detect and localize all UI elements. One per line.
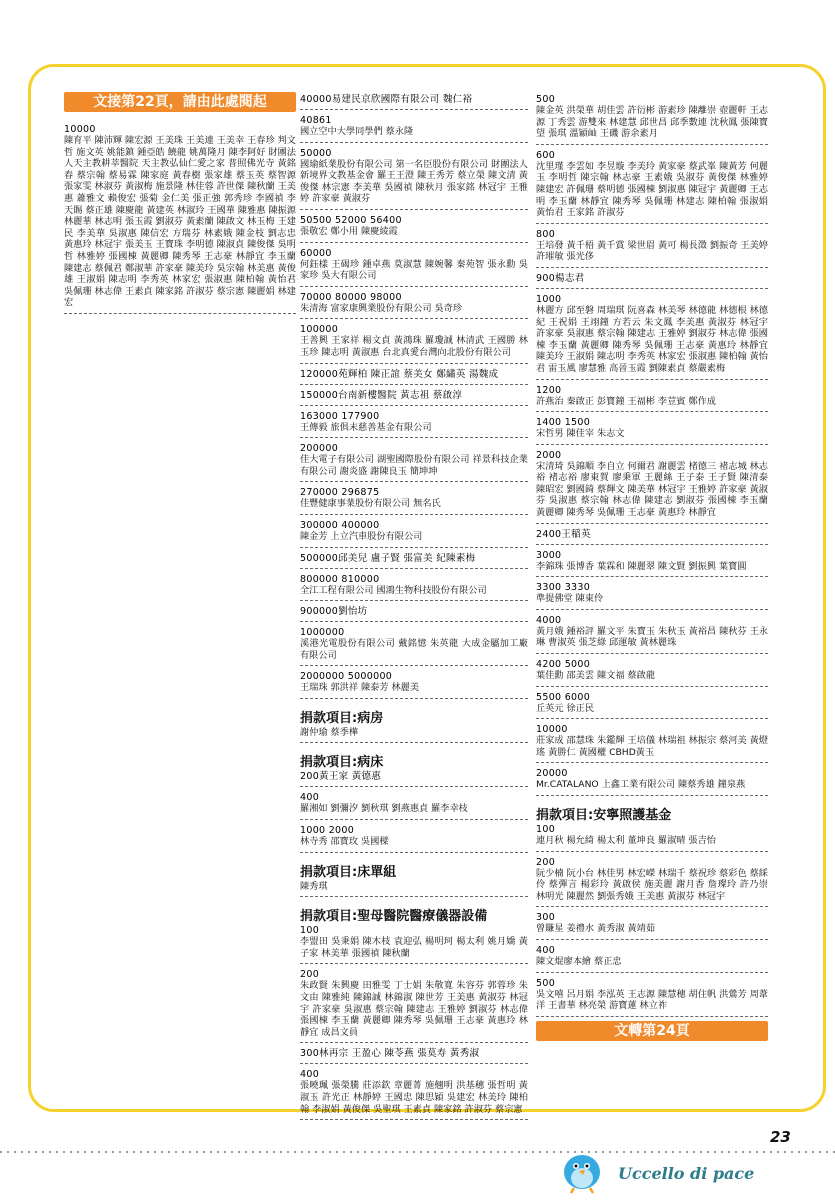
donor-names: 張敬宏 鄭小用 陳慶綾霞 — [300, 225, 398, 237]
donation-amount: 500 — [536, 94, 556, 105]
donation-block — [300, 113, 528, 143]
donor-names: 林寺秀 邵寶玫 吳國樑 — [300, 836, 389, 848]
page-number: 23 — [770, 1128, 791, 1146]
donation-amount: 1000000 — [300, 627, 345, 639]
donor-names: 曾賺星 姜禮水 黃秀淑 黃靖茹 — [536, 923, 656, 935]
donor-names: 王培發 黃千梧 黃千賞 梁世眉 黃可 楊長澂 劉振奇 王美婷 許璀敏 張光侈 — [536, 239, 768, 263]
donation-amount: 2000 — [536, 449, 562, 461]
donation-amount: 163000 177900 — [300, 410, 380, 422]
donation-block — [300, 551, 528, 569]
donation-block — [300, 669, 528, 699]
donation-block — [536, 548, 768, 578]
donation-amount: 400 — [300, 792, 320, 804]
donation-block — [300, 367, 528, 385]
donation-block — [300, 409, 528, 439]
donation-block — [300, 900, 528, 964]
donation-block — [300, 146, 528, 210]
donation-block — [536, 722, 768, 763]
donation-block — [536, 690, 768, 720]
donation-amount: 900楊志君 — [536, 272, 585, 284]
donation-block — [300, 572, 528, 602]
donation-amount: 2400王稲英 — [536, 528, 591, 540]
donation-block — [300, 746, 528, 787]
donor-names: 林麗方 邱至磐 周瑞琪 阮喜森 林美琴 林德龍 林德根 林德紀 王祝娟 王翊鐘 方若云 朱文鳳 李美惠 黃淑芬 林冠宇 許家豪 吳淑惠 蔡宗翰 陳建志 王雅婷 劉淑芬 林志偉 張國棟 李玉蘭 黃麗卿 陳秀琴 吳佩珊 王志豪 黃惠玲 林靜宜 陳美玲 王淑娟 陳志明 李秀英 林家宏 張淑惠 陳柏翰 黃怡君 雷玉風 廖慧雅 高晉玉霞 劉陳素貞 蔡嚴素梅 — [536, 304, 768, 374]
donation-amount: 20000 — [536, 768, 568, 780]
donation-block — [300, 485, 528, 515]
donation-category-heading: 捐款項目:安寧照護基金 — [536, 808, 672, 823]
donation-block — [300, 604, 528, 622]
donation-block — [536, 855, 768, 908]
donor-names: 陳秀琪 — [300, 880, 328, 892]
donor-names: 何鈺樣 王碣珍 鍾卓燕 莫淑慧 陳婉馨 秦苑智 張永勳 吳家珍 吳大有限公司 — [300, 258, 528, 282]
donation-block — [300, 92, 528, 110]
donation-block — [300, 823, 528, 853]
donor-names: 吳文嘻 呂月娟 李泓英 王志源 陳慧穗 胡住帆 洪鶯芳 周葦洋 王書華 林亮榮 游寶蓮 林立祚 — [536, 988, 768, 1012]
donation-amount: 40000易建民京欣國際有限公司 魏仁裕 — [300, 94, 473, 105]
donation-block — [300, 625, 528, 666]
donation-amount: 60000 — [300, 247, 332, 259]
donor-names: 莊家成 邵慧珠 朱鑑輝 王培儀 林瑞祖 林振宗 蔡河美 黃燈瑤 黃勝仁 黃國權 CBHD黃玉 — [536, 735, 768, 758]
continued-from-banner: 文接第22頁，請由此處閱起 — [64, 92, 296, 112]
donation-amount: 10000 — [64, 124, 96, 135]
donor-names: 陳文焜廖本繪 蔡正忠 — [536, 955, 622, 967]
donation-amount: 1400 1500 — [536, 417, 591, 429]
donor-names: 丘英元 徐正民 — [536, 702, 595, 714]
donation-block — [536, 613, 768, 654]
donation-block — [536, 383, 768, 413]
brand-logo-text: Uccello di pace — [618, 1164, 755, 1183]
donation-amount: 3000 — [536, 549, 562, 561]
donation-amount: 900000劉怡坊 — [300, 606, 368, 618]
continued-to-banner: 文轉第24頁 — [536, 1021, 768, 1041]
donation-block — [300, 967, 528, 1043]
donation-block — [536, 943, 768, 973]
donation-amount: 400 — [536, 944, 556, 956]
column-1 — [64, 92, 296, 317]
donation-amount: 100 — [300, 925, 320, 937]
donor-names: 沈里瑾 李雲如 李昱璇 李美玲 黃家豪 蔡武峯 陳黃芳 何麗玉 李明哲 陳宗翰 林志豪 王素娥 吳淑芬 黃俊傑 林雅婷 陳建宏 許佩珊 蔡明德 張國棟 劉淑惠 陳冠宇 黃麗卿 王志明 李玉蘭 林靜宜 陳秀琴 吳佩珊 林建志 陳柏翰 張淑娟 黃怡君 王家銘 許淑芬 — [536, 160, 768, 219]
donor-names: 佳豐健康事業股份有限公司 無名氏 — [300, 498, 441, 510]
donation-amount: 4000 — [536, 614, 562, 626]
donation-amount: 5500 6000 — [536, 691, 591, 703]
donation-block — [300, 388, 528, 406]
donation-amount: 300林再宗 王盈心 陳苓燕 張莫寿 黃秀淑 — [300, 1048, 480, 1060]
dotted-divider — [0, 1151, 835, 1153]
donation-block — [536, 227, 768, 268]
donation-block — [536, 148, 768, 224]
donation-block — [536, 766, 768, 796]
donation-amount: 3300 3330 — [536, 582, 591, 594]
donor-names: 宋清琦 吳錦順 李自立 何爾君 謝麗雲 楮德三 褚志城 林志裕 褚志裕 廖東賀 廖秉軍 王麗絲 王子泰 王子賢 陳清泰 陳昭宏 劉國錡 蔡輝文 陳美華 林冠宇 王雅婷 許家豪 黃淑芬 吳淑惠 蔡宗翰 林志偉 陳建志 劉淑芬 張國棟 李玉蘭 黃麗卿 陳秀琴 吳佩珊 王志豪 黃惠玲 林靜宜 — [536, 460, 768, 519]
donation-amount: 10000 — [536, 724, 568, 736]
donation-amount: 200 — [300, 969, 320, 981]
donation-block — [300, 441, 528, 482]
donation-block — [300, 790, 528, 820]
donation-block — [536, 292, 768, 380]
donation-amount: 200 — [536, 856, 556, 868]
donation-category-heading: 捐款項目:聖母醫院醫療儀器設備 — [300, 909, 488, 925]
donation-amount: 1000 — [536, 293, 562, 305]
donation-amount: 300 — [536, 912, 556, 924]
donor-names: 全江工程有限公司 國鴻生物科技股份有限公司 — [300, 584, 487, 596]
donation-amount: 300000 400000 — [300, 519, 380, 531]
donation-amount: 150000台南新樓醫院 黃志祖 蔡啟淳 — [300, 389, 463, 401]
donation-category-heading: 捐款項目:病房 — [300, 710, 384, 726]
donation-block — [536, 415, 768, 445]
donor-names: 國瑜紙業股份有限公司 第一名臣股份有限公司 財團法人新境界文教基金會 羅王王澄 陳王秀芳 蔡立榮 陳文清 黃俊傑 林宗憲 李美華 吳國禎 陳秋月 張家銘 林冠宇 王雅婷 許家豪 黃淑芬 — [300, 158, 528, 205]
donation-amount: 4200 5000 — [536, 659, 591, 671]
donor-names: 阮少楠 阮小台 林佳男 林宏嶸 林瑞千 蔡祝珍 蔡彩色 蔡綵伶 蔡彈言 楊彩玲 黃啟侯 施美麗 謝月香 詹璨玲 許乃崇 林明光 陳麗然 劉張秀娥 王美惠 黃淑芬 林冠宇 — [536, 867, 768, 902]
donation-block — [536, 657, 768, 687]
donation-amount: 50500 52000 56400 — [300, 214, 402, 226]
donor-names: Mr.CATALANO 上鑫工業有限公司 陳蔡秀雄 鐘泉燕 — [536, 779, 746, 791]
donation-block — [300, 246, 528, 287]
donation-amount: 600 — [536, 149, 556, 161]
donation-block — [300, 1046, 528, 1064]
donation-amount: 40861 — [300, 115, 332, 126]
donor-names: 謝仲瑜 蔡季樺 — [300, 726, 359, 738]
donor-names: 王傳毅 旅俱未慈善基金有限公司 — [300, 421, 432, 433]
donor-names: 張曉珮 張榮騰 莊添欽 章麗菁 施翹明 洪基穗 張哲明 黃淑玉 許光正 林靜婷 王國忠 陳思穎 吳建宏 林美玲 陳柏翰 李淑娟 黃俊傑 吳聖琪 王素貞 陳家銘 許淑芬 蔡宗憲 — [300, 1080, 528, 1115]
donor-names: 宋哲男 陳佳宰 朱志文 — [536, 428, 625, 440]
bird-mascot-icon — [560, 1142, 608, 1194]
donation-amount: 100000 — [300, 324, 339, 336]
donation-category-heading: 捐款項目:病床 — [300, 755, 384, 771]
donation-amount: 500 — [536, 977, 556, 989]
donation-amount: 400 — [300, 1069, 320, 1081]
donor-names: 陳金英 洪榮華 胡佳雲 許衍彬 游素珍 陳離崇 壺麗軒 王志源 丁秀雲 游雙來 林建慧 邱世昌 邱季數連 沈秋鳳 張陳寶望 張琪 溫穎屾 王磯 游余素月 — [536, 105, 768, 140]
donor-names: 溪港光電股份有限公司 戴銘憶 朱英龍 大成金屬加工廠有限公司 — [300, 638, 528, 661]
column-3 — [536, 92, 768, 1051]
donation-amount: 200000 — [300, 443, 339, 455]
donation-amount: 120000苑輝柏 陳正誼 蔡美女 鄭繡英 湯魏成 — [300, 368, 499, 380]
donation-block — [300, 856, 528, 898]
donation-block — [300, 702, 528, 744]
donation-amount: 800000 810000 — [300, 573, 380, 585]
donation-amount: 70000 80000 98000 — [300, 291, 402, 303]
donor-names: 李盟田 吳秉娟 陳木枝 袁迎弘 楊明珂 楊太利 姚月嬌 黃子家 林美華 張國禎 陳秋蘭 — [300, 936, 528, 959]
donor-names: 陳育平 陳沛輝 陳宏源 王美珠 王美連 王美幸 王春珍 判文哲 施文英 姚能鎮 鍾亞皓 饒龍 姚萬隆月 陳李阿好 財團法人天主教耕莘醫院 天主教弘仙仁愛之家 普照佛光寺 黃銘春 蔡宗翰 蔡易霖 陳家庭 黃春樹 張家雄 蔡玉英 蔡智源 張家雯 林淑芬 黃淑梅 施景隆 林佳蓉 許世傑 陳秋蘭 王美惠 蕭雅文 賴俊宏 張菊 金仁美 張正強 郭秀珍 李國禎 李天賜 蔡正雄 陳慶龍 黃建英 林淑玲 王國華 陳雅惠 陳振源 林麗華 林志明 張玉霞 劉淑芬 黃素蘭 陳啟文 林玉梅 王建民 李美華 吳淑惠 陳信宏 方瑞芬 林素娥 陳金枝 劉志忠 黃惠玲 林冠宇 張美玉 王寶珠 李明德 陳淑貞 陳俊傑 吳明哲 林雅婷 張國棟 黃麗卿 陳秀琴 王志豪 林靜宜 李玉蘭 陳建志 蔡佩君 鄭淑華 許家豪 陳美玲 吳宗翰 林美惠 黃俊雄 王淑娟 陳志明 李秀英 林家宏 張淑惠 陳柏翰 黃怡君 吳佩珊 林志偉 王素貞 陳家銘 許淑芬 蔡宗憲 陳麗娟 林建宏 — [64, 135, 296, 309]
donor-names: 黃月娥 鍾裕評 羅文平 朱寶玉 朱秋玉 黃裕昌 陳秋芬 王永琳 曹淑英 張芝綠 邱運敏 黃林麗珠 — [536, 625, 768, 649]
donation-block — [300, 322, 528, 363]
donor-names: 李錦珠 張博香 葉霖和 陳麗翠 陳文賢 劉振興 葉寶圓 — [536, 560, 747, 572]
donor-names: 朱清海 富家康興業股份有限公司 吳奇珍 — [300, 302, 463, 314]
donation-amount: 500000邱美兒 盧子賢 張富美 紀陳素梅 — [300, 552, 476, 564]
donation-amount: 270000 296875 — [300, 487, 380, 499]
donor-names: 陳金芳 上立汽車股份有限公司 — [300, 530, 423, 542]
donation-block — [536, 271, 768, 289]
donor-names: 連月秋 楊允綺 楊太利 董坤良 羅淑晴 張吉怡 — [536, 835, 716, 846]
donation-amount: 200黃王家 黃德惠 — [300, 771, 382, 783]
donation-block — [536, 448, 768, 524]
donor-names: 朱政賢 朱興慶 田雅雯 丁士娟 朱敬寬 朱容芬 郭蓉珍 朱文由 陳雅純 陳錦誠 林錦淑 陳世芳 王美惠 黃淑芬 林冠宇 許家豪 吳淑惠 蔡宗翰 陳建志 王雅婷 劉淑芬 林志偉 張國棟 李玉蘭 黃麗卿 陳秀琴 吳佩珊 王志豪 黃惠玲 林靜宜 成昌文員 — [300, 980, 528, 1038]
donation-block — [536, 799, 768, 852]
donation-block — [300, 1067, 528, 1120]
donor-names: 羅湘如 劉彌汐 劉秋琪 劉燕惠貞 羅李幸枝 — [300, 803, 468, 815]
donation-block — [536, 92, 768, 145]
donor-names: 王善興 王家祥 楊文貞 黃鴻珠 羅瓊誠 林清武 王國勝 林玉珍 陳志明 黃淑惠 台北真愛台灣向北股份有限公司 — [300, 335, 528, 358]
donation-block — [64, 122, 296, 314]
donation-category-heading: 捐款項目:床單組 — [300, 864, 397, 880]
donor-names: 葉佳勳 邵美雲 陳文福 蔡啟龍 — [536, 670, 656, 682]
donor-names: 佳大電子有限公司 湖聖國際股份有限公司 祥景科技企業有限公司 謝炎盛 謝陳良玉 簡坤坤 — [300, 454, 528, 477]
donation-amount: 100 — [536, 824, 556, 835]
donation-block — [536, 976, 768, 1017]
donation-block — [536, 527, 768, 545]
donation-amount: 1000 2000 — [300, 825, 355, 837]
donation-block — [536, 910, 768, 940]
donor-names: 許燕治 秦啟正 彭寶鐘 王福彬 李荳賓 鄭作成 — [536, 395, 716, 407]
donation-block — [300, 290, 528, 320]
donation-amount: 800 — [536, 228, 556, 240]
donation-block — [536, 580, 768, 610]
donation-amount: 1200 — [536, 384, 562, 396]
column-2 — [300, 92, 528, 1123]
donor-names: 準提佛堂 陳東伶 — [536, 593, 604, 605]
donation-amount: 50000 — [300, 147, 332, 159]
donation-block — [300, 213, 528, 243]
donation-amount: 2000000 5000000 — [300, 671, 393, 683]
donation-block — [300, 518, 528, 548]
donor-names: 王瑞珠 郭洪祥 陳泰芳 林麗美 — [300, 682, 420, 694]
donor-names: 國立空中大學同學們 蔡永隆 — [300, 126, 414, 137]
